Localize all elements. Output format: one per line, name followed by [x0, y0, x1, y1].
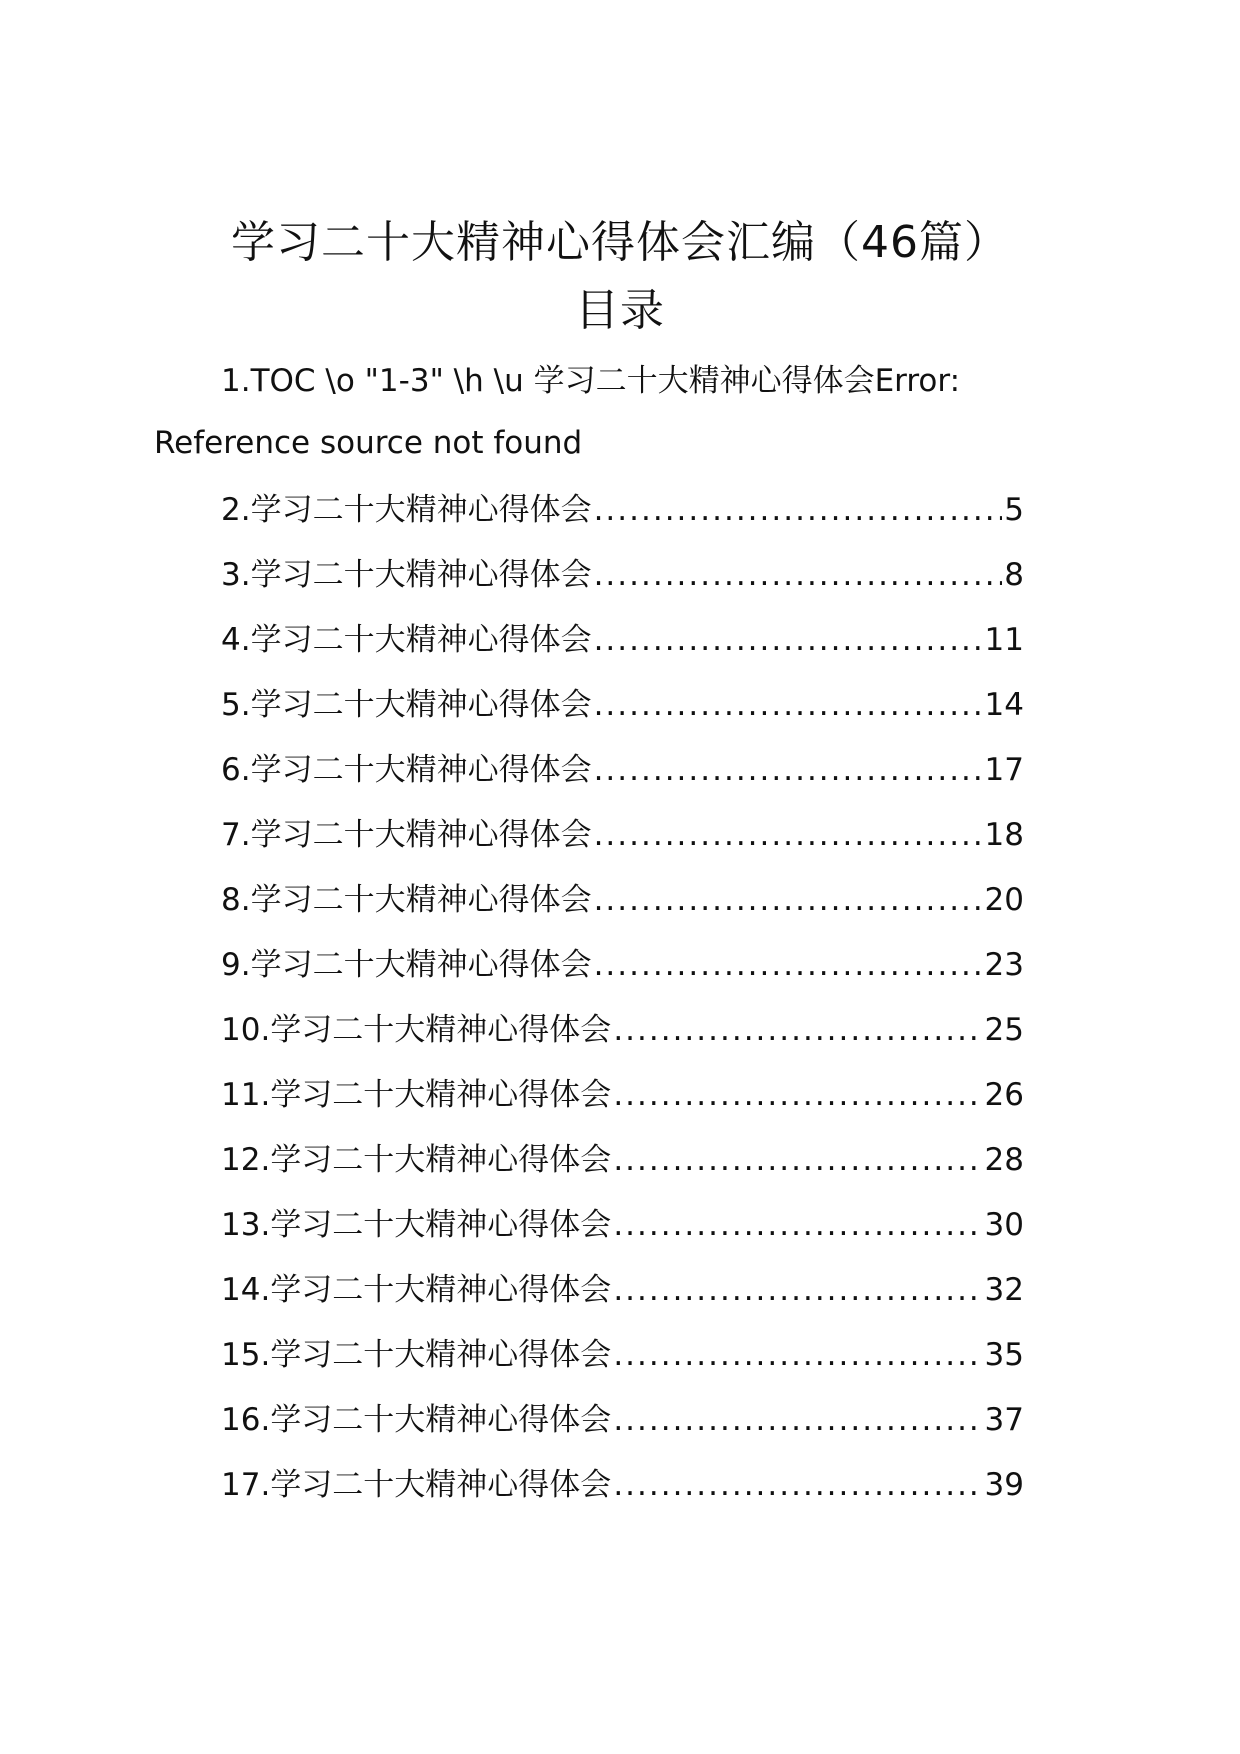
toc-entry[interactable] [221, 1063, 1024, 1128]
toc-entry-number: 11. [221, 1077, 271, 1113]
toc-entry-page-number: 14 [984, 687, 1024, 723]
toc-entry-title: 学习二十大精神心得体会 [270, 1402, 612, 1438]
toc-entry-page-number: 32 [984, 1272, 1024, 1308]
toc-dot-leader [613, 1193, 982, 1258]
toc-entry-number: 5. [221, 687, 251, 723]
toc-heading: 目录 [575, 285, 665, 336]
toc-entry-page-number: 11 [984, 622, 1024, 658]
toc-entry-number: 3. [221, 557, 251, 593]
toc-entry[interactable] [221, 1453, 1024, 1518]
toc-entry[interactable] [221, 1323, 1024, 1388]
toc-entry-number: 16. [221, 1402, 271, 1438]
toc-dot-leader [594, 543, 1003, 608]
toc-entry-title: 学习二十大精神心得体会 [270, 1142, 612, 1178]
toc-entry-page-number: 37 [984, 1402, 1024, 1438]
toc-entry-title: 学习二十大精神心得体会 [270, 1272, 612, 1308]
toc-entry[interactable] [221, 1258, 1024, 1323]
toc-entry[interactable] [221, 1388, 1024, 1453]
toc-entry[interactable] [221, 478, 1024, 543]
toc-entry-page-number: 25 [984, 1012, 1024, 1048]
toc-entry-page-number: 8 [1004, 557, 1024, 593]
toc-dot-leader [613, 998, 982, 1063]
toc-entry-title: 学习二十大精神心得体会 [250, 492, 592, 528]
toc-dot-leader [613, 1063, 982, 1128]
toc-entry[interactable] [221, 998, 1024, 1063]
toc-entry-number: 15. [221, 1337, 271, 1373]
toc-entry[interactable] [221, 738, 1024, 803]
toc-entry[interactable] [221, 803, 1024, 868]
toc-entry-title: 学习二十大精神心得体会 [270, 1467, 612, 1503]
toc-dot-leader [594, 673, 983, 738]
toc-dot-leader [613, 1388, 982, 1453]
toc-entry-page-number: 26 [984, 1077, 1024, 1113]
toc-entry-title: 学习二十大精神心得体会 [250, 947, 592, 983]
toc-entry-number: 6. [221, 752, 251, 788]
toc-entry-number: 10. [221, 1012, 271, 1048]
toc-entry-page-number: 17 [984, 752, 1024, 788]
toc-entry-page-number: 30 [984, 1207, 1024, 1243]
toc-entry-title: 学习二十大精神心得体会 [270, 1337, 612, 1373]
toc-dot-leader [594, 868, 983, 933]
toc-list [221, 478, 1024, 1518]
toc-entry-title: 学习二十大精神心得体会 [250, 817, 592, 853]
toc-entry-title: 学习二十大精神心得体会 [250, 752, 592, 788]
toc-entry-number: 14. [221, 1272, 271, 1308]
toc-entry-number: 13. [221, 1207, 271, 1243]
toc-entry-1[interactable]: 1.TOC \o "1-3" \h \u 学习二十大精神心得体会Error: Reference source not found [154, 363, 961, 461]
toc-entry-number: 8. [221, 882, 251, 918]
toc-dot-leader [594, 608, 983, 673]
toc-dot-leader [594, 738, 983, 803]
toc-entry-number: 17. [221, 1467, 271, 1503]
toc-entry-page-number: 18 [984, 817, 1024, 853]
toc-entry-title: 学习二十大精神心得体会 [270, 1012, 612, 1048]
toc-entry[interactable] [221, 608, 1024, 673]
toc-dot-leader [613, 1128, 982, 1193]
toc-dot-leader [594, 933, 983, 998]
toc-entry[interactable] [221, 673, 1024, 738]
toc-entry[interactable] [221, 1128, 1024, 1193]
document-title: 学习二十大精神心得体会汇编（46篇） [231, 217, 1009, 268]
toc-entry-number: 7. [221, 817, 251, 853]
toc-entry[interactable] [221, 543, 1024, 608]
toc-entry-number: 9. [221, 947, 251, 983]
toc-entry-title: 学习二十大精神心得体会 [250, 557, 592, 593]
toc-entry-number: 4. [221, 622, 251, 658]
toc-dot-leader [613, 1323, 982, 1388]
toc-entry[interactable] [221, 933, 1024, 998]
toc-entry-title: 学习二十大精神心得体会 [250, 882, 592, 918]
toc-entry-title: 学习二十大精神心得体会 [250, 622, 592, 658]
toc-entry-number: 2. [221, 492, 251, 528]
toc-entry-page-number: 35 [984, 1337, 1024, 1373]
toc-entry[interactable] [221, 868, 1024, 933]
toc-entry-number: 12. [221, 1142, 271, 1178]
toc-dot-leader [594, 803, 983, 868]
toc-entry-page-number: 23 [984, 947, 1024, 983]
toc-entry-page-number: 39 [984, 1467, 1024, 1503]
toc-dot-leader [613, 1453, 982, 1518]
toc-entry[interactable] [221, 1193, 1024, 1258]
toc-entry-page-number: 5 [1004, 492, 1024, 528]
toc-entry-title: 学习二十大精神心得体会 [250, 687, 592, 723]
toc-entry-page-number: 20 [984, 882, 1024, 918]
toc-entry-page-number: 28 [984, 1142, 1024, 1178]
toc-dot-leader [594, 478, 1003, 543]
toc-entry-title: 学习二十大精神心得体会 [270, 1077, 612, 1113]
toc-entry-title: 学习二十大精神心得体会 [270, 1207, 612, 1243]
toc-dot-leader [613, 1258, 982, 1323]
